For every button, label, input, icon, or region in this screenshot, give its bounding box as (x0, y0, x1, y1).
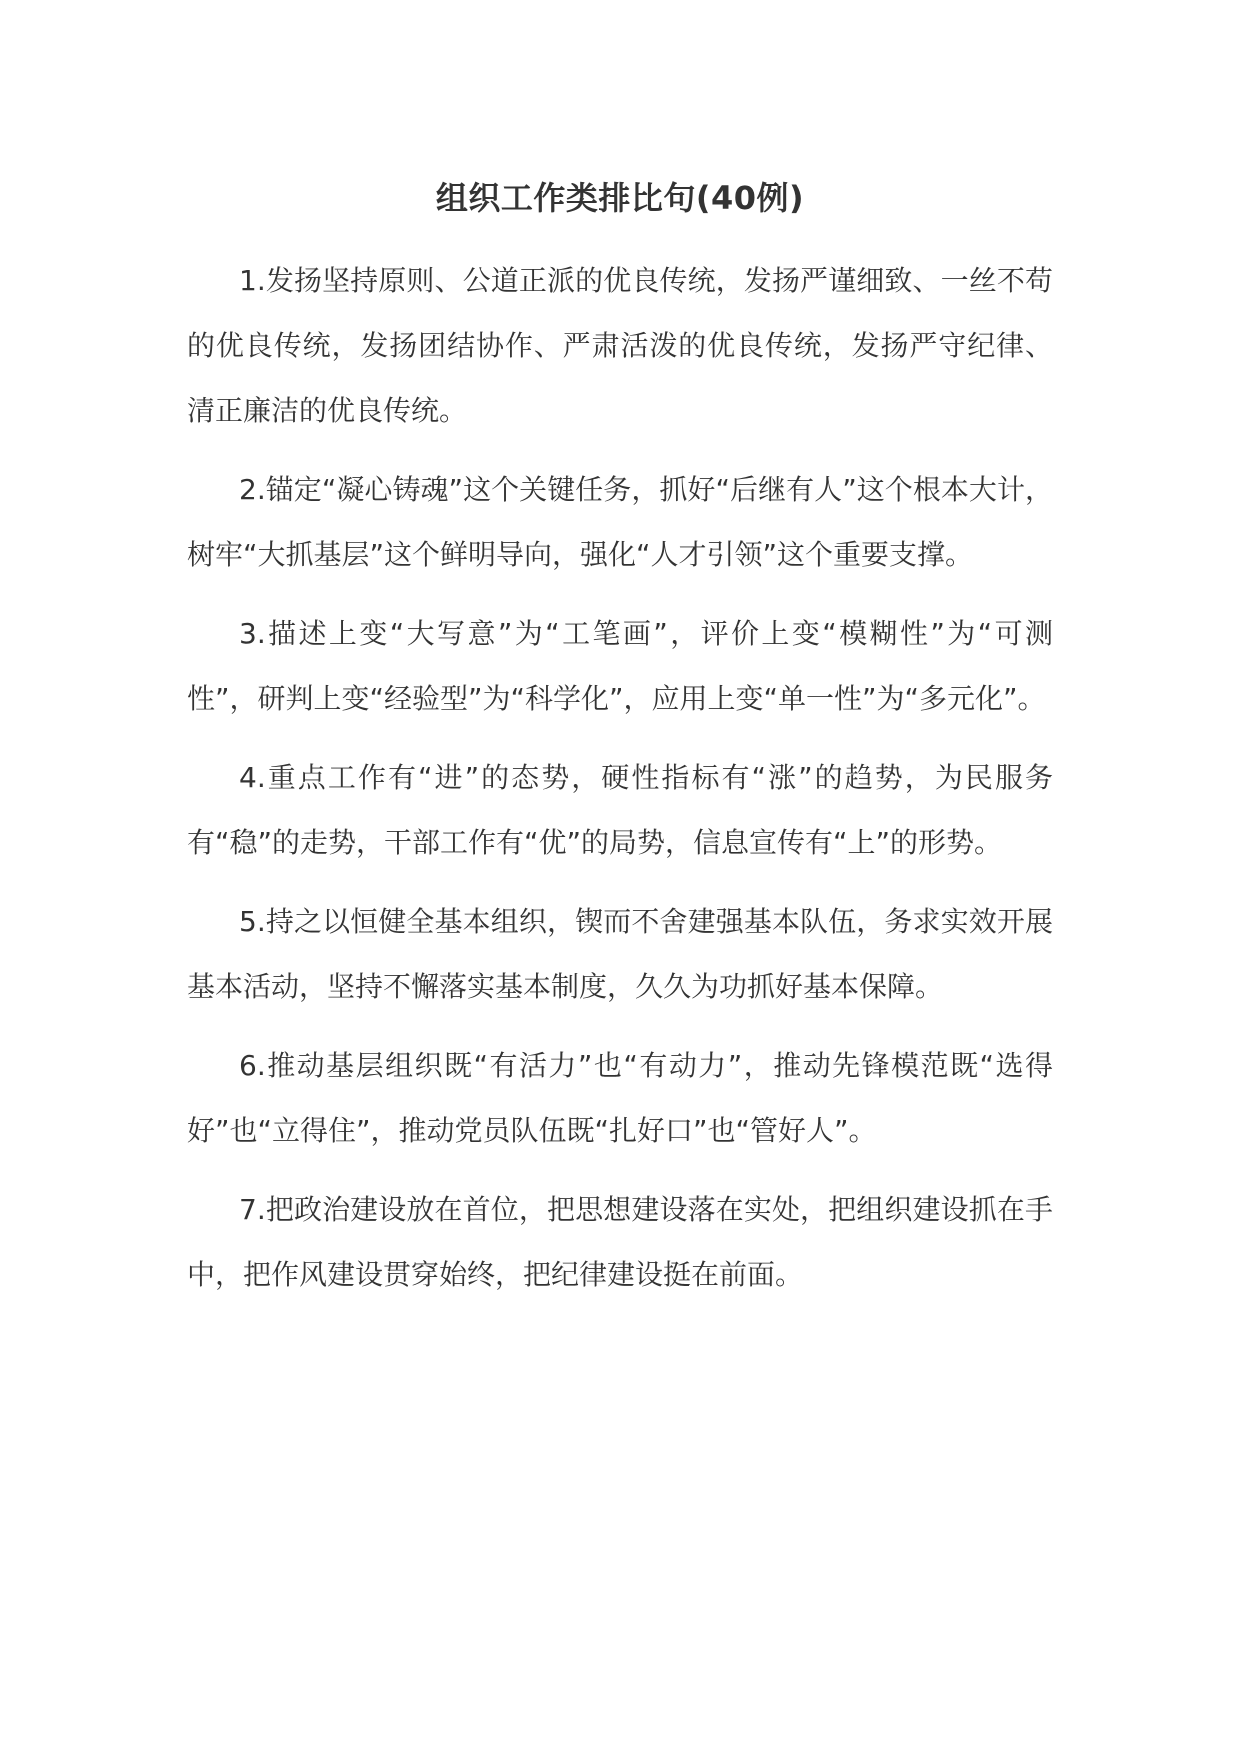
paragraph-2: 2.锚定“凝心铸魂”这个关键任务，抓好“后继有人”这个根本大计，树牢“大抓基层”这个鲜明导向，强化“人才引领”这个重要支撑。 (187, 473, 1053, 571)
paragraph-3: 3.描述上变“大写意”为“工笔画”，评价上变“模糊性”为“可测性”，研判上变“经验型”为“科学化”，应用上变“单一性”为“多元化”。 (187, 617, 1053, 715)
document-title: 组织工作类排比句(40例) (435, 179, 805, 217)
document-page (187, 170, 1053, 1321)
paragraph-6: 6.推动基层组织既“有活力”也“有动力”，推动先锋模范既“选得好”也“立得住”，推动党员队伍既“扎好口”也“管好人”。 (187, 1049, 1053, 1147)
paragraph-5: 5.持之以恒健全基本组织，锲而不舍建强基本队伍，务求实效开展基本活动，坚持不懈落实基本制度，久久为功抓好基本保障。 (187, 905, 1053, 1003)
paragraph-7: 7.把政治建设放在首位，把思想建设落在实处，把组织建设抓在手中，把作风建设贯穿始终，把纪律建设挺在前面。 (187, 1193, 1053, 1291)
paragraph-4: 4.重点工作有“进”的态势，硬性指标有“涨”的趋势，为民服务有“稳”的走势，干部工作有“优”的局势，信息宣传有“上”的形势。 (187, 761, 1053, 859)
paragraph-1: 1.发扬坚持原则、公道正派的优良传统，发扬严谨细致、一丝不苟的优良传统，发扬团结协作、严肃活泼的优良传统，发扬严守纪律、清正廉洁的优良传统。 (187, 264, 1053, 427)
